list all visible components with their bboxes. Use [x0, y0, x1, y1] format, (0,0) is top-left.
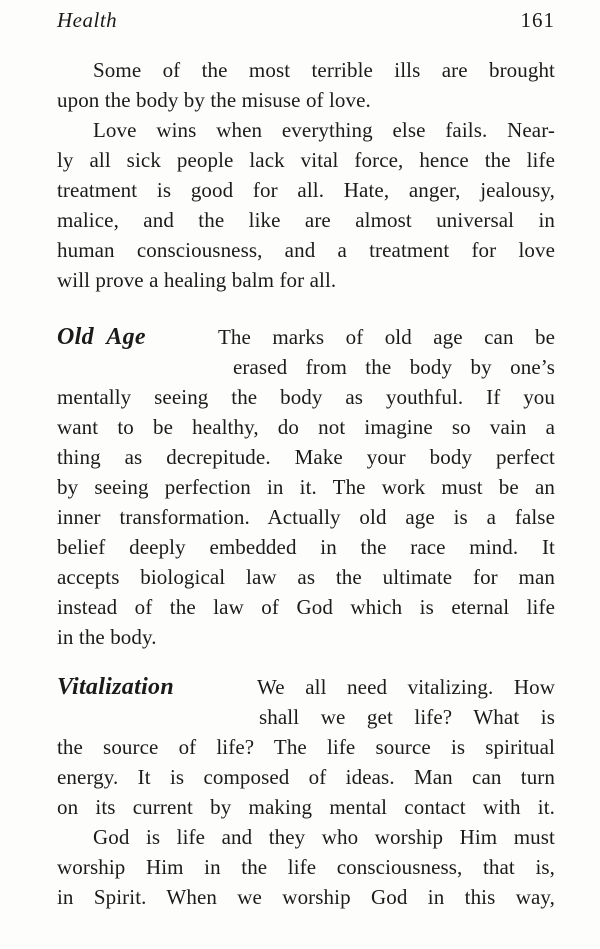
text-line: in the body. — [57, 625, 157, 649]
page-header — [57, 8, 555, 33]
text-line: instead of the law of God which is eternal life — [57, 595, 555, 619]
text-line: We all need vitalizing. How — [257, 675, 555, 699]
text-line: erased from the body by one’s — [233, 355, 555, 379]
text-line: belief deeply embedded in the race mind. It — [57, 535, 555, 559]
text-line: by seeing perfection in it. The work must be an — [57, 475, 555, 499]
page-number: 161 — [520, 8, 555, 32]
text-line: in Spirit. When we worship God in this way, — [57, 885, 555, 909]
text-line: shall we get life? What is — [259, 705, 555, 729]
text-line: treatment is good for all. Hate, anger, jealousy, — [57, 178, 555, 202]
text-line: will prove a healing balm for all. — [57, 268, 337, 292]
text-line: thing as decrepitude. Make your body perfect — [57, 445, 555, 469]
paragraph-love-wins — [57, 115, 555, 295]
text-line: The marks of old age can be — [218, 325, 555, 349]
text-line: Some of the most terrible ills are brought — [93, 58, 555, 82]
page-body — [57, 55, 555, 912]
text-line: upon the body by the misuse of love. — [57, 88, 371, 112]
text-line: on its current by making mental contact with it. — [57, 795, 555, 819]
paragraph-god-is-life — [57, 822, 555, 912]
text-line: mentally seeing the body as youthful. If you — [57, 385, 555, 409]
text-line: energy. It is composed of ideas. Man can turn — [57, 765, 555, 789]
text-line: accepts biological law as the ultimate for man — [57, 565, 555, 589]
text-line: want to be healthy, do not imagine so vain a — [57, 415, 555, 439]
text-line: the source of life? The life source is spiritual — [57, 735, 555, 759]
running-title: Health — [57, 8, 118, 32]
text-line: Love wins when everything else fails. Near- — [93, 118, 555, 142]
section-old-age — [57, 322, 555, 652]
text-line: God is life and they who worship Him must — [93, 825, 555, 849]
text-line: human consciousness, and a treatment for love — [57, 238, 555, 262]
text-line: inner transformation. Actually old age is a false — [57, 505, 555, 529]
text-line: ly all sick people lack vital force, hence the life — [57, 148, 555, 172]
section-heading: Vitalization — [57, 674, 174, 700]
paragraph-misuse-of-love — [57, 55, 555, 115]
section-heading: Old Age — [57, 324, 146, 350]
section-vitalization — [57, 672, 555, 822]
text-line: worship Him in the life consciousness, that is, — [57, 855, 555, 879]
text-line: malice, and the like are almost universal in — [57, 208, 555, 232]
